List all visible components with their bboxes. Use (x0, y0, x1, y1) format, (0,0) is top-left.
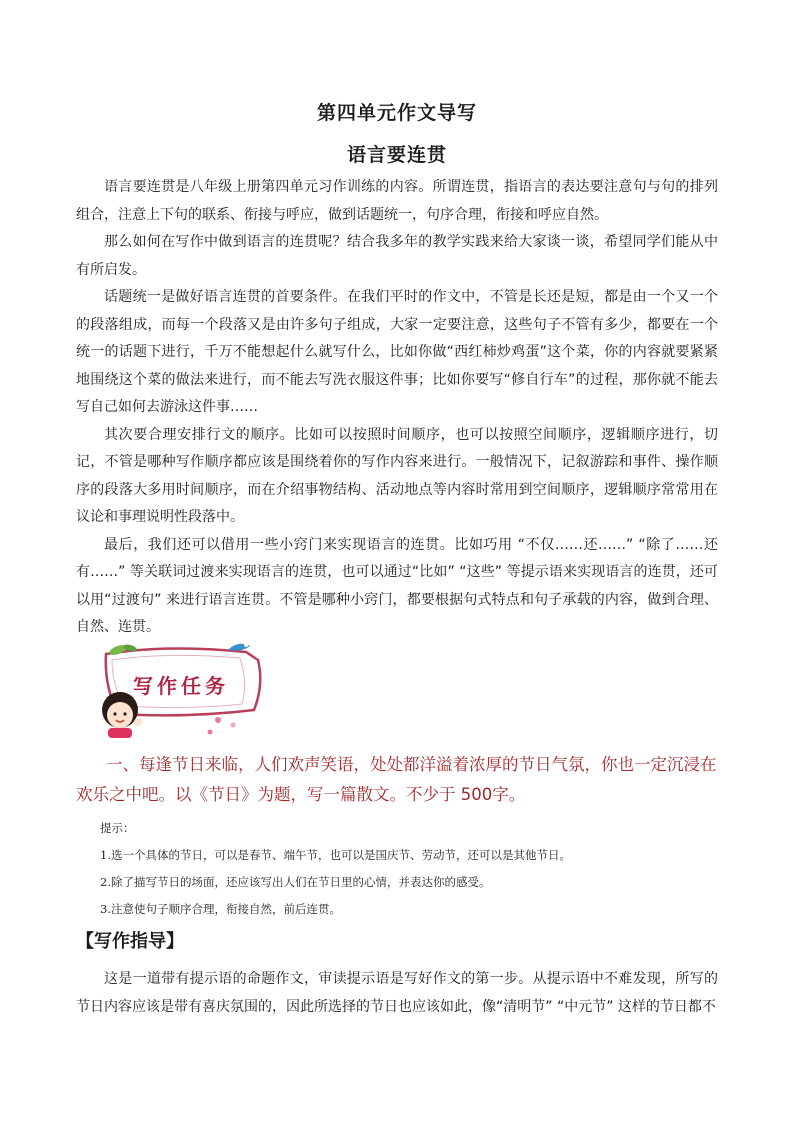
task-text: 一、每逢节日来临，人们欢声笑语，处处都洋溢着浓厚的节日气氛，你也一定沉浸在欢乐之中吧。以《节日》为题，写一篇散文。不少于 500字。 (76, 755, 717, 804)
writing-task-banner (78, 640, 278, 740)
page-title: 第四单元作文导写 (316, 102, 477, 124)
hint-item-3: 3.注意使句子顺序合理，衔接自然，前后连贯。 (100, 902, 341, 916)
paragraph-2: 那么如何在写作中做到语言的连贯呢？结合我多年的教学实践来给大家谈一谈，希望同学们能从中有所启发。 (76, 234, 718, 278)
intro-body (76, 174, 718, 642)
paragraph-3: 话题统一是做好语言连贯的首要条件。在我们平时的作文中，不管是长还是短，都是由一个又一个的段落组成，而每一个段落又是由许多句子组成，大家一定要注意，这些句子不管有多少，都要在一个统一的话题下进行，千万不能想起什么就写什么，比如你做“西红柿炒鸡蛋”这个菜，你的内容就要紧紧地围绕这个菜的做法来进行，而不能去写洗衣服这件事；比如你要写“修自行车”的过程，那你就不能去写自己如何去游泳这件事…… (76, 289, 718, 415)
page-subtitle: 语言要连贯 (346, 144, 447, 166)
paragraph-5: 最后，我们还可以借用一些小窍门来实现语言的连贯。比如巧用 “不仅……还……” “除了……还有……” 等关联词过渡来实现语言的连贯，也可以通过“比如” “这些” 等提示语来实现语言的连贯，还可以用“过渡句” 来进行语言连贯。不管是哪种小窍门，都要根据句式特点和句子承载的内容，做到合理、自然、连贯。 (76, 536, 718, 635)
writing-task (76, 750, 720, 810)
hint-item-2: 2.除了描写节日的场面，还应该写出人们在节日里的心情，并表达你的感受。 (100, 875, 491, 889)
hints (100, 815, 720, 923)
hints-label: 提示： (100, 821, 135, 835)
paragraph-4: 其次要合理安排行文的顺序。比如可以按照时间顺序，也可以按照空间顺序，逻辑顺序进行，切记，不管是哪种写作顺序都应该是围绕着你的写作内容来进行。一般情况下，记叙游踪和事件、操作顺序的段落大多用时间顺序，而在介绍事物结构、活动地点等内容时常用到空间顺序，逻辑顺序常常用在议论和事理说明性段落中。 (76, 426, 718, 525)
paragraph-1: 语言要连贯是八年级上册第四单元习作训练的内容。所谓连贯，指语言的表达要注意句与句的排列组合，注意上下句的联系、衔接与呼应，做到话题统一，句序合理，衔接和呼应自然。 (76, 179, 718, 223)
guide-paragraph: 这是一道带有提示语的命题作文，审读提示语是写好作文的第一步。从提示语中不难发现，所写的节日内容应该是带有喜庆氛围的，因此所选择的节日也应该如此，像“清明节” “中元节” 这样的节日都不 (76, 971, 718, 1015)
guide-heading: 【写作指导】 (76, 931, 184, 952)
hint-item-1: 1.选一个具体的节日，可以是春节、端午节，也可以是国庆节、劳动节，还可以是其他节日。 (100, 848, 571, 862)
banner-label: 写作任务 (133, 674, 229, 698)
guide-body (76, 966, 718, 1021)
